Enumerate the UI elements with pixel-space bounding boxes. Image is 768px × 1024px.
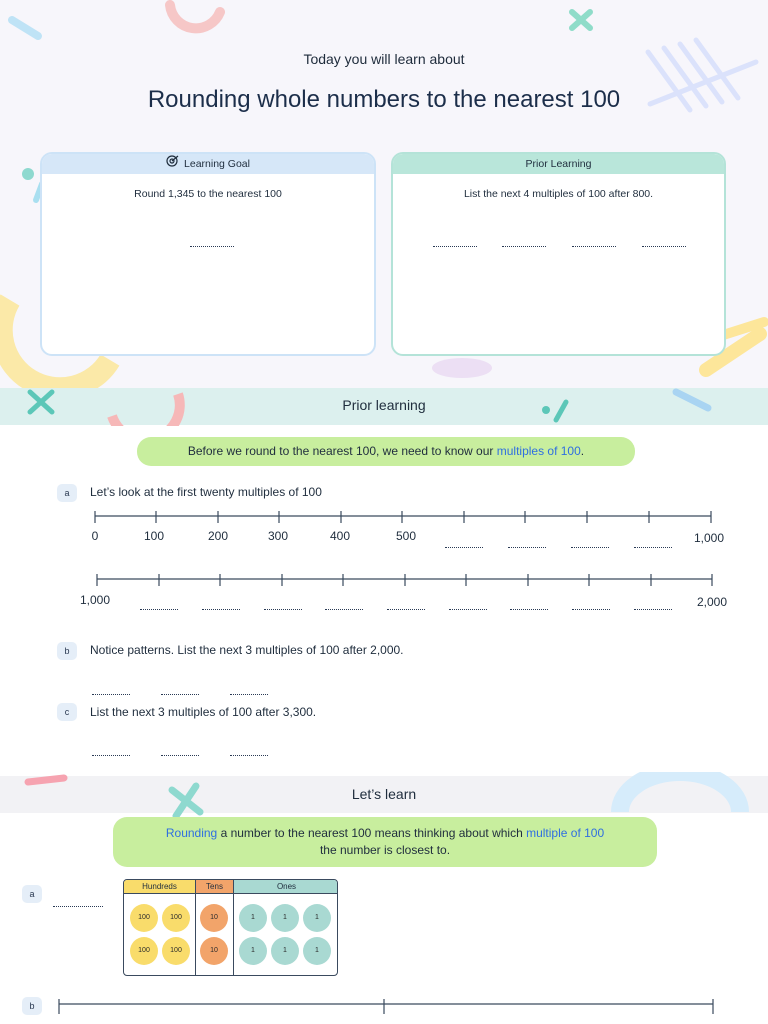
target-icon (166, 154, 180, 174)
hundred-disc: 100 (130, 904, 158, 932)
lets-learn-title: Let’s learn (351, 786, 417, 802)
question-c-badge: c (57, 703, 77, 721)
multiples-intro-pill (137, 437, 635, 466)
ten-disc: 10 (200, 904, 228, 932)
tick-label: 400 (329, 529, 351, 543)
place-value-table (123, 879, 338, 976)
answer-blank[interactable] (572, 609, 610, 610)
intro-period: . (580, 444, 585, 458)
answer-blank[interactable] (508, 547, 546, 548)
one-disc: 1 (239, 904, 267, 932)
ones-header: Ones (234, 880, 338, 894)
answer-blank[interactable] (92, 755, 130, 756)
tick-label: 100 (143, 529, 165, 543)
hundreds-header: Hundreds (124, 880, 195, 894)
tick-label-end: 2,000 (696, 595, 728, 609)
one-disc: 1 (303, 904, 331, 932)
number-line-rounding (54, 998, 718, 1018)
one-disc: 1 (303, 937, 331, 965)
answer-blank[interactable] (202, 609, 240, 610)
tick-label-start: 1,000 (79, 593, 111, 607)
answer-blank[interactable] (510, 609, 548, 610)
hundred-disc: 100 (162, 937, 190, 965)
answer-blank[interactable] (449, 609, 487, 610)
rounding-intro-pill (113, 817, 657, 867)
answer-blank[interactable] (502, 246, 546, 247)
intro-text: a number to the nearest 100 means thinking about which (217, 826, 527, 840)
prior-band-title: Prior learning (342, 397, 426, 413)
intro-text: Before we round to the nearest 100, we need to know our (187, 444, 497, 458)
decor-shapes-band2 (0, 772, 768, 822)
tens-header: Tens (196, 880, 233, 894)
answer-blank[interactable] (433, 246, 477, 247)
learning-goal-title: Learning Goal (184, 158, 250, 170)
page-subtitle: Today you will learn about (303, 51, 465, 67)
one-disc: 1 (271, 904, 299, 932)
hundreds-column (124, 880, 196, 975)
rounding-highlight: Rounding (165, 826, 218, 840)
decor-shapes-band1 (0, 386, 768, 426)
tick-label-end: 1,000 (693, 531, 725, 545)
number-line-1000-to-2000 (92, 573, 722, 587)
learning-goal-card (40, 152, 376, 356)
multiple-highlight: multiple of 100 (526, 826, 605, 840)
ones-column (234, 880, 338, 975)
learning-goal-question: Round 1,345 to the nearest 100 (134, 188, 282, 200)
learn-a-badge: a (22, 885, 42, 903)
answer-blank[interactable] (572, 246, 616, 247)
question-b-text: Notice patterns. List the next 3 multiples of 100 after 2,000. (90, 643, 404, 657)
tick-label: 0 (91, 529, 99, 543)
answer-blank[interactable] (264, 609, 302, 610)
answer-blank[interactable] (571, 547, 609, 548)
hundred-disc: 100 (130, 937, 158, 965)
learning-goal-header (42, 154, 374, 174)
answer-blank[interactable] (140, 609, 178, 610)
ten-disc: 10 (200, 937, 228, 965)
answer-blank[interactable] (445, 547, 483, 548)
answer-blank[interactable] (230, 755, 268, 756)
one-disc: 1 (239, 937, 267, 965)
answer-blank[interactable] (161, 694, 199, 695)
multiples-highlight: multiples of 100 (496, 444, 581, 458)
hundred-disc: 100 (162, 904, 190, 932)
one-disc: 1 (271, 937, 299, 965)
page-title: Rounding whole numbers to the nearest 100 (147, 86, 621, 113)
answer-blank[interactable] (161, 755, 199, 756)
prior-learning-question: List the next 4 multiples of 100 after 800. (463, 188, 654, 200)
prior-section-bg (0, 425, 768, 776)
prior-learning-card (391, 152, 726, 356)
tick-label: 500 (395, 529, 417, 543)
question-a-text: Let’s look at the first twenty multiples of 100 (90, 485, 322, 499)
answer-blank[interactable] (634, 547, 672, 548)
tick-label: 300 (267, 529, 289, 543)
answer-blank[interactable] (53, 906, 103, 907)
prior-learning-title: Prior Learning (393, 154, 724, 174)
question-a-badge: a (57, 484, 77, 502)
answer-blank[interactable] (92, 694, 130, 695)
answer-blank[interactable] (642, 246, 686, 247)
intro-text-line2: the number is closest to. (319, 843, 451, 857)
answer-blank[interactable] (387, 609, 425, 610)
answer-blank[interactable] (230, 694, 268, 695)
answer-blank[interactable] (325, 609, 363, 610)
tens-column (196, 880, 234, 975)
learn-b-badge: b (22, 997, 42, 1015)
number-line-0-to-1000 (90, 510, 720, 524)
question-b-badge: b (57, 642, 77, 660)
answer-blank[interactable] (634, 609, 672, 610)
tick-label: 200 (207, 529, 229, 543)
answer-blank[interactable] (190, 246, 234, 247)
question-c-text: List the next 3 multiples of 100 after 3,300. (90, 705, 317, 719)
